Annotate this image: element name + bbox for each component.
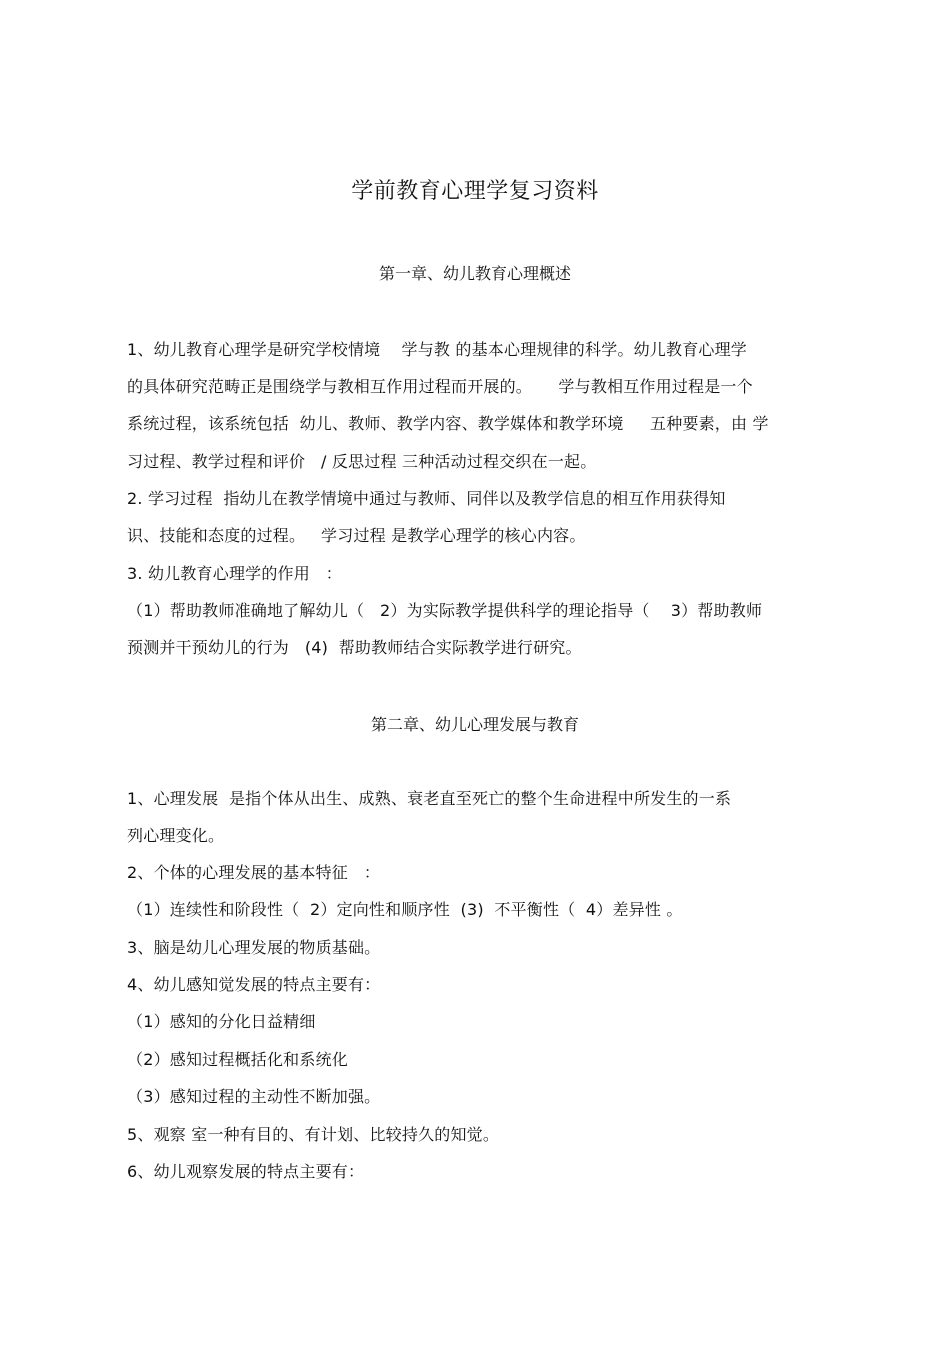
- chapter-2-heading: 第二章、幼儿心理发展与教育: [370, 715, 579, 734]
- paragraph-line: 识、技能和态度的过程。 学习过程 是教学心理学的核心内容。: [127, 526, 586, 545]
- paragraph-line: 的具体研究范畴正是围绕学与教相互作用过程而开展的。 学与教相互作用过程是一个: [127, 377, 753, 396]
- paragraph-line: 6、幼儿观察发展的特点主要有：: [127, 1162, 365, 1181]
- paragraph-line: 列心理变化。: [127, 826, 225, 845]
- chapter-1-heading: 第一章、幼儿教育心理概述: [378, 264, 571, 283]
- paragraph-line: 1、幼儿教育心理学是研究学校情境 学与教 的基本心理规律的科学。幼儿教育心理学: [127, 340, 748, 359]
- document-title: 学前教育心理学复习资料: [351, 179, 599, 204]
- paragraph-line: 系统过程，该系统包括 幼儿、教师、教学内容、教学媒体和教学环境 五种要素，由 学: [127, 414, 769, 433]
- paragraph-line: 4、幼儿感知觉发展的特点主要有：: [127, 975, 381, 994]
- paragraph-line: 2. 学习过程 指幼儿在教学情境中通过与教师、同伴以及教学信息的相互作用获得知: [127, 489, 726, 508]
- paragraph-line: 3. 幼儿教育心理学的作用 ：: [127, 564, 343, 583]
- paragraph-line: 2、个体的心理发展的基本特征 ：: [127, 863, 381, 882]
- paragraph-line: （3）感知过程的主动性不断加强。: [127, 1087, 381, 1106]
- paragraph-line: 习过程、教学过程和评价 / 反思过程 三种活动过程交织在一起。: [127, 452, 597, 471]
- paragraph-line: 3、脑是幼儿心理发展的物质基础。: [127, 938, 381, 957]
- paragraph-line: 1、心理发展 是指个体从出生、成熟、衰老直至死亡的整个生命进程中所发生的一系: [127, 789, 732, 808]
- paragraph-line: （2）感知过程概括化和系统化: [127, 1050, 348, 1069]
- paragraph-line: （1）感知的分化日益精细: [127, 1012, 316, 1031]
- paragraph-line: （1）帮助教师准确地了解幼儿（ 2）为实际教学提供科学的理论指导（ 3）帮助教师: [127, 601, 763, 620]
- paragraph-line: 5、观察 室一种有目的、有计划、比较持久的知觉。: [127, 1125, 500, 1144]
- paragraph-line: （1）连续性和阶段性（ 2）定向性和顺序性 (3) 不平衡性（ 4）差异性 。: [127, 900, 683, 919]
- paragraph-line: 预测并干预幼儿的行为 (4) 帮助教师结合实际教学进行研究。: [127, 638, 582, 657]
